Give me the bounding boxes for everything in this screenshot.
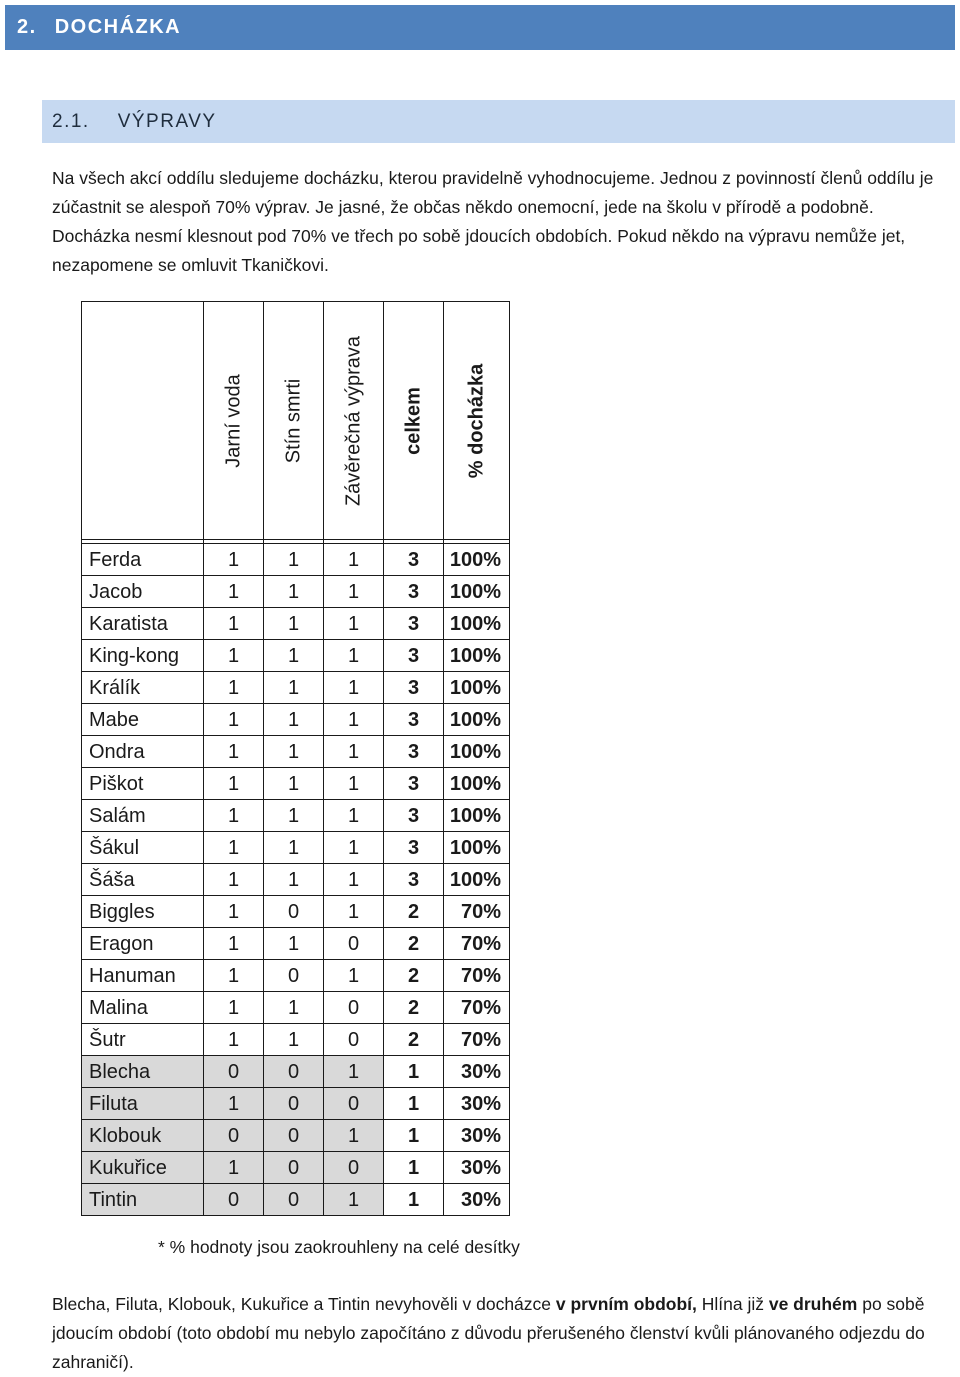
attendance-value-cell: 1 xyxy=(264,768,324,800)
attendance-value-cell: 0 xyxy=(204,1184,264,1216)
percent-cell: 100% xyxy=(444,672,510,704)
table-row xyxy=(82,1056,510,1088)
percent-cell: 30% xyxy=(444,1184,510,1216)
table-row xyxy=(82,832,510,864)
header-cell-jarni-voda xyxy=(204,302,264,540)
table-row xyxy=(82,864,510,896)
header-label: Závěrečná výprava xyxy=(342,335,364,506)
attendance-value-cell: 0 xyxy=(324,1088,384,1120)
subsection-title: VÝPRAVY xyxy=(117,110,217,132)
attendance-value-cell: 1 xyxy=(264,576,324,608)
percent-cell: 100% xyxy=(444,864,510,896)
member-name-cell: Malina xyxy=(82,992,204,1024)
total-cell: 3 xyxy=(384,544,444,576)
attendance-value-cell: 0 xyxy=(264,1056,324,1088)
header-cell-dochazka xyxy=(444,302,510,540)
attendance-value-cell: 0 xyxy=(324,928,384,960)
total-cell: 1 xyxy=(384,1184,444,1216)
total-cell: 3 xyxy=(384,800,444,832)
percent-cell: 100% xyxy=(444,800,510,832)
header-label: Jarní voda xyxy=(222,373,244,468)
header-name-cell xyxy=(82,302,204,540)
member-name-cell: Biggles xyxy=(82,896,204,928)
attendance-value-cell: 1 xyxy=(264,736,324,768)
attendance-value-cell: 1 xyxy=(324,1184,384,1216)
attendance-value-cell: 1 xyxy=(264,800,324,832)
member-name-cell: Králík xyxy=(82,672,204,704)
attendance-value-cell: 1 xyxy=(204,1024,264,1056)
closing-paragraph xyxy=(52,1290,952,1377)
total-cell: 1 xyxy=(384,1088,444,1120)
total-cell: 3 xyxy=(384,864,444,896)
member-name-cell: Mabe xyxy=(82,704,204,736)
table-row xyxy=(82,640,510,672)
percent-cell: 70% xyxy=(444,928,510,960)
table-row xyxy=(82,928,510,960)
attendance-value-cell: 1 xyxy=(324,704,384,736)
total-cell: 3 xyxy=(384,576,444,608)
attendance-value-cell: 1 xyxy=(324,576,384,608)
percent-cell: 30% xyxy=(444,1056,510,1088)
percent-cell: 70% xyxy=(444,960,510,992)
table-row xyxy=(82,608,510,640)
total-cell: 3 xyxy=(384,608,444,640)
total-cell: 2 xyxy=(384,1024,444,1056)
intro-paragraph: Na všech akcí oddílu sledujeme docházku, kterou pravidelně vyhodnocujeme. Jednou z povinností členů oddílu je zúčastnit se alespoň 70% výprav. Je jasné, že občas někdo onemocní, jede na školu v přírodě a podobně. Docházka nesmí klesnout pod 70% ve třech po sobě jdoucích obdobích. Pokud někdo na výpravu nemůže jet, nezapomene se omluvit Tkaničkovi. xyxy=(52,168,934,275)
attendance-value-cell: 0 xyxy=(264,1120,324,1152)
closing-bold-text: v prvním období, xyxy=(555,1294,697,1314)
attendance-value-cell: 0 xyxy=(204,1120,264,1152)
attendance-value-cell: 1 xyxy=(204,576,264,608)
attendance-value-cell: 0 xyxy=(264,1088,324,1120)
attendance-value-cell: 1 xyxy=(324,960,384,992)
member-name-cell: King-kong xyxy=(82,640,204,672)
attendance-value-cell: 1 xyxy=(204,736,264,768)
percent-cell: 30% xyxy=(444,1088,510,1120)
table-row xyxy=(82,736,510,768)
attendance-value-cell: 1 xyxy=(264,608,324,640)
header-label: % docházka xyxy=(465,363,487,478)
attendance-value-cell: 1 xyxy=(324,640,384,672)
total-cell: 1 xyxy=(384,1120,444,1152)
attendance-value-cell: 1 xyxy=(264,1024,324,1056)
section-title: DOCHÁZKA xyxy=(54,16,182,38)
attendance-value-cell: 1 xyxy=(324,736,384,768)
attendance-value-cell: 1 xyxy=(324,544,384,576)
header-cell-zaverecna-vyprava xyxy=(324,302,384,540)
attendance-value-cell: 1 xyxy=(264,640,324,672)
member-name-cell: Karatista xyxy=(82,608,204,640)
attendance-value-cell: 1 xyxy=(204,992,264,1024)
attendance-value-cell: 1 xyxy=(204,832,264,864)
percent-cell: 100% xyxy=(444,768,510,800)
percent-cell: 70% xyxy=(444,992,510,1024)
closing-text: Blecha, Filuta, Klobouk, Kukuřice a Tintin nevyhověli v docházce xyxy=(52,1294,556,1314)
attendance-value-cell: 1 xyxy=(204,896,264,928)
total-cell: 3 xyxy=(384,768,444,800)
attendance-value-cell: 1 xyxy=(204,704,264,736)
attendance-value-cell: 1 xyxy=(264,832,324,864)
total-cell: 2 xyxy=(384,992,444,1024)
attendance-value-cell: 1 xyxy=(264,992,324,1024)
attendance-value-cell: 1 xyxy=(324,1120,384,1152)
attendance-value-cell: 1 xyxy=(324,800,384,832)
attendance-value-cell: 0 xyxy=(264,1184,324,1216)
percent-cell: 100% xyxy=(444,704,510,736)
percent-cell: 100% xyxy=(444,608,510,640)
attendance-value-cell: 1 xyxy=(324,896,384,928)
table-row xyxy=(82,1088,510,1120)
member-name-cell: Kukuřice xyxy=(82,1152,204,1184)
attendance-value-cell: 1 xyxy=(264,928,324,960)
percent-cell: 100% xyxy=(444,544,510,576)
table-row xyxy=(82,768,510,800)
member-name-cell: Piškot xyxy=(82,768,204,800)
table-header-row xyxy=(82,302,510,540)
attendance-value-cell: 1 xyxy=(264,672,324,704)
attendance-value-cell: 0 xyxy=(324,1024,384,1056)
table-row xyxy=(82,800,510,832)
total-cell: 2 xyxy=(384,928,444,960)
subsection-heading xyxy=(42,100,955,143)
closing-text: po sobě jdoucím období (toto období mu nebylo započítáno z důvodu přerušeného členství kvůli plánovaného odjezdu do zahraničí). xyxy=(52,1294,925,1372)
attendance-value-cell: 1 xyxy=(204,544,264,576)
attendance-value-cell: 1 xyxy=(324,768,384,800)
attendance-value-cell: 0 xyxy=(324,992,384,1024)
percent-cell: 100% xyxy=(444,640,510,672)
closing-bold-text: ve druhém xyxy=(768,1294,858,1314)
member-name-cell: Blecha xyxy=(82,1056,204,1088)
member-name-cell: Šákul xyxy=(82,832,204,864)
attendance-value-cell: 1 xyxy=(324,864,384,896)
member-name-cell: Šáša xyxy=(82,864,204,896)
attendance-value-cell: 1 xyxy=(264,704,324,736)
attendance-value-cell: 1 xyxy=(204,928,264,960)
attendance-value-cell: 1 xyxy=(204,672,264,704)
percent-cell: 100% xyxy=(444,736,510,768)
total-cell: 3 xyxy=(384,672,444,704)
member-name-cell: Klobouk xyxy=(82,1120,204,1152)
table-row xyxy=(82,576,510,608)
member-name-cell: Filuta xyxy=(82,1088,204,1120)
member-name-cell: Salám xyxy=(82,800,204,832)
total-cell: 2 xyxy=(384,960,444,992)
member-name-cell: Hanuman xyxy=(82,960,204,992)
member-name-cell: Ferda xyxy=(82,544,204,576)
section-number: 2. xyxy=(17,16,37,38)
attendance-value-cell: 1 xyxy=(264,864,324,896)
attendance-value-cell: 0 xyxy=(264,1152,324,1184)
footnote: * % hodnoty jsou zaokrouhleny na celé desítky xyxy=(158,1237,520,1257)
table-row xyxy=(82,1024,510,1056)
attendance-value-cell: 1 xyxy=(204,608,264,640)
header-label: celkem xyxy=(402,386,424,455)
attendance-value-cell: 1 xyxy=(204,1088,264,1120)
attendance-value-cell: 0 xyxy=(264,896,324,928)
attendance-value-cell: 1 xyxy=(204,864,264,896)
attendance-table xyxy=(81,301,510,1216)
total-cell: 1 xyxy=(384,1056,444,1088)
total-cell: 1 xyxy=(384,1152,444,1184)
attendance-value-cell: 1 xyxy=(204,768,264,800)
attendance-value-cell: 0 xyxy=(324,1152,384,1184)
closing-text: Hlína již xyxy=(696,1294,769,1314)
table-row xyxy=(82,1120,510,1152)
member-name-cell: Eragon xyxy=(82,928,204,960)
table-row xyxy=(82,704,510,736)
total-cell: 3 xyxy=(384,704,444,736)
member-name-cell: Ondra xyxy=(82,736,204,768)
table-row xyxy=(82,896,510,928)
attendance-value-cell: 1 xyxy=(204,960,264,992)
attendance-value-cell: 1 xyxy=(204,1152,264,1184)
total-cell: 3 xyxy=(384,640,444,672)
attendance-value-cell: 0 xyxy=(264,960,324,992)
percent-cell: 100% xyxy=(444,832,510,864)
percent-cell: 30% xyxy=(444,1120,510,1152)
attendance-value-cell: 1 xyxy=(324,1056,384,1088)
table-row xyxy=(82,672,510,704)
total-cell: 2 xyxy=(384,896,444,928)
attendance-value-cell: 1 xyxy=(324,672,384,704)
member-name-cell: Tintin xyxy=(82,1184,204,1216)
section-heading xyxy=(5,5,955,50)
attendance-value-cell: 1 xyxy=(264,544,324,576)
header-label: Stín smrti xyxy=(282,378,304,463)
table-row xyxy=(82,960,510,992)
attendance-value-cell: 1 xyxy=(324,832,384,864)
total-cell: 3 xyxy=(384,832,444,864)
member-name-cell: Šutr xyxy=(82,1024,204,1056)
table-body xyxy=(82,540,510,1216)
percent-cell: 70% xyxy=(444,896,510,928)
percent-cell: 100% xyxy=(444,576,510,608)
total-cell: 3 xyxy=(384,736,444,768)
attendance-value-cell: 1 xyxy=(204,640,264,672)
subsection-number: 2.1. xyxy=(52,110,90,132)
table-row xyxy=(82,544,510,576)
header-cell-stin-smrti xyxy=(264,302,324,540)
percent-cell: 30% xyxy=(444,1152,510,1184)
table-row xyxy=(82,1184,510,1216)
attendance-value-cell: 1 xyxy=(324,608,384,640)
attendance-value-cell: 1 xyxy=(204,800,264,832)
percent-cell: 70% xyxy=(444,1024,510,1056)
member-name-cell: Jacob xyxy=(82,576,204,608)
header-cell-celkem xyxy=(384,302,444,540)
attendance-value-cell: 0 xyxy=(204,1056,264,1088)
table-row xyxy=(82,1152,510,1184)
table-row xyxy=(82,992,510,1024)
